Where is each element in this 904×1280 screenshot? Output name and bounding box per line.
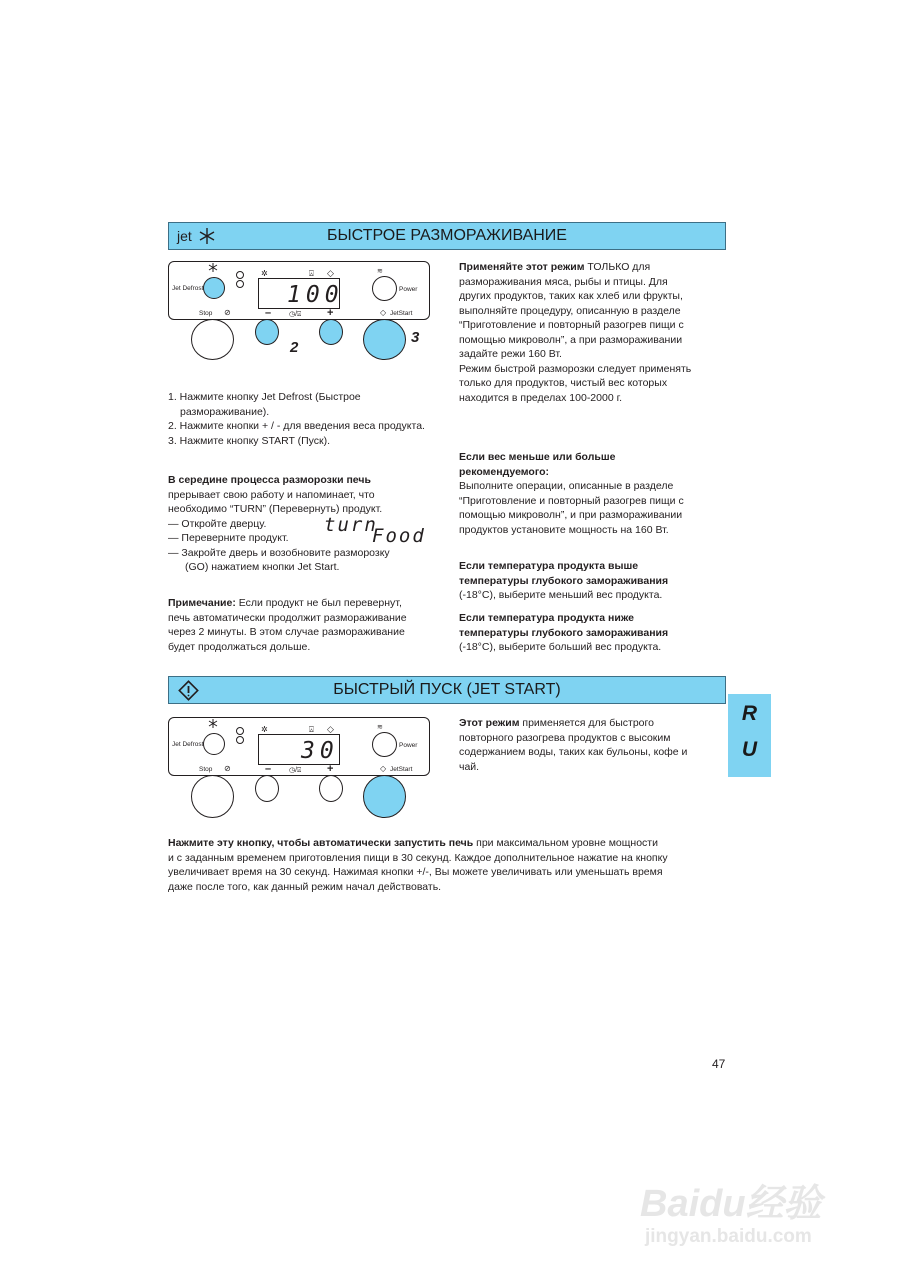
note-line: печь автоматически продолжит размораживание [168, 611, 407, 624]
indicator-light [236, 280, 244, 288]
clock-icon [236, 271, 244, 279]
jet-defrost-label: Jet Defrost [172, 285, 204, 292]
start-diamond-icon: ◇ [327, 268, 334, 278]
turn-heading: В середине процесса разморозки печь [168, 474, 371, 486]
note-text: Если продукт не был перевернут, [235, 597, 402, 609]
defrost-snowflake-icon [208, 263, 218, 272]
press-line: и с заданным временем приготовления пищи в 30 секунд. Каждое дополнительное нажатие на кнопку [168, 851, 668, 864]
above-temp-block [459, 559, 724, 603]
display-value: 100 [287, 282, 344, 308]
timer-weight-icon: ◷/⍓ [289, 767, 302, 774]
apply-line: только для продуктов, чистый вес которых [459, 377, 668, 389]
watermark-brand: Baidu经验 [640, 1183, 822, 1225]
timer-weight-icon: ◷/⍓ [289, 311, 302, 318]
jetstart-label: JetStart [390, 310, 413, 317]
plus-button[interactable] [319, 775, 343, 802]
display-snowflake-icon: ✲ [261, 725, 268, 734]
jet-defrost-button[interactable] [203, 277, 225, 299]
power-label: Power [399, 742, 418, 749]
display-snowflake-icon: ✲ [261, 269, 268, 278]
turn-line: — Закройте дверь и возобновите разморозку [168, 546, 390, 559]
language-letter: U [741, 738, 758, 761]
step-line: разморaживание). [180, 405, 270, 418]
power-button[interactable] [372, 276, 397, 301]
lcd-display [258, 734, 340, 765]
turn-instructions [168, 473, 453, 575]
apply-line: Режим быстрой разморозки следует применять [459, 362, 692, 375]
weight-line: помощью микроволн”, и при размораживании [459, 509, 683, 521]
plus-label: + [327, 307, 334, 319]
apply-line: находится в пределах 100-2000 г. [459, 391, 623, 404]
language-tab [728, 694, 771, 777]
stop-icon: ⊘ [224, 764, 231, 773]
stop-button[interactable] [191, 319, 234, 360]
turn-line: прерывает свою работу и напоминает, что [168, 488, 375, 501]
jetstart-label: JetStart [390, 766, 413, 773]
minus-button[interactable] [255, 319, 279, 345]
apply-block [459, 260, 724, 405]
jet-defrost-button[interactable] [203, 733, 225, 755]
plus-button[interactable] [319, 319, 343, 345]
control-panel-jetstart [168, 717, 430, 776]
apply-bold: Применяйте этот режим [459, 261, 585, 273]
turn-line: необходимо “TURN” (Перевернуть) продукт. [168, 503, 383, 515]
below-heading: температуры глубокого замораживания [459, 626, 669, 639]
minus-button[interactable] [255, 775, 279, 802]
note-label: Примечание: [168, 597, 236, 609]
turn-line: (GO) нажатием кнопки Jet Start. [185, 561, 340, 573]
language-letter: R [741, 702, 758, 725]
weight-heading: Если вес меньше или больше [459, 451, 616, 463]
press-bold: Нажмите эту кнопку, чтобы автоматически запустить печь [168, 837, 474, 849]
stop-icon: ⊘ [224, 308, 231, 317]
section-header-jet-start [168, 676, 726, 704]
press-text: при максимальном уровне мощности [473, 837, 658, 849]
apply-line: размораживания мяса, рыбы и птицы. Для [459, 275, 668, 288]
jet-defrost-label: Jet Defrost [172, 741, 204, 748]
lcd-display [258, 278, 344, 309]
mode-line: содержанием воды, таких как бульоны, кофе и [459, 746, 688, 758]
stop-label: Stop [199, 766, 213, 773]
jetstart-icon: ◇ [380, 764, 387, 773]
apply-line: задайте режи 160 Вт. [459, 348, 562, 360]
turn-display-text: turn [324, 514, 378, 536]
defrost-steps [168, 390, 453, 448]
jetstart-icon: ◇ [380, 308, 387, 317]
mode-text: применяется для быстрого [519, 717, 654, 729]
power-button[interactable] [372, 732, 397, 757]
section-title: БЫСТРОЕ РАЗМОРАЖИВАНИЕ [327, 227, 567, 244]
watermark-url: jingyan.baidu.com [645, 1226, 812, 1247]
minus-label: – [265, 763, 272, 775]
below-temp-block [459, 611, 724, 655]
power-label: Power [399, 286, 418, 293]
step-line: 1. Нажмите кнопку Jet Defrost (Быстрое [168, 391, 361, 403]
section-title: БЫСТРЫЙ ПУСК (JET START) [333, 681, 561, 698]
stop-label: Stop [199, 310, 213, 317]
mode-block [459, 716, 724, 774]
mode-line: чай. [459, 760, 480, 773]
defrost-snowflake-icon [208, 719, 218, 728]
jetstart-button[interactable] [363, 319, 406, 360]
weight-heading: рекомендуемого: [459, 465, 549, 478]
section-header-jet-defrost [168, 222, 726, 250]
below-heading: Если температура продукта ниже [459, 612, 634, 624]
jet-logo-text: jet [177, 228, 192, 244]
mode-line: повторного разогрева продуктов с высоким [459, 731, 671, 744]
mode-bold: Этот режим [459, 717, 520, 729]
weight-line: Выполните операции, описанные в разделе [459, 480, 674, 492]
control-panel-defrost [168, 261, 430, 320]
stop-button[interactable] [191, 775, 234, 818]
press-line: увеличивает время на 30 секунд. Нажимая кнопки +/-, Вы можете увеличивать или уменьшать время [168, 866, 663, 878]
indicator-light [236, 736, 244, 744]
above-heading: Если температура продукта выше [459, 560, 639, 572]
weight-icon: ⍓ [309, 269, 314, 278]
jetstart-button[interactable] [363, 775, 406, 818]
above-heading: температуры глубокого замораживания [459, 574, 669, 587]
turn-line: — Откройте дверцу. [168, 517, 267, 530]
step-line: 3. Нажмите кнопку START (Пуск). [168, 434, 331, 447]
apply-line: других продуктов, таких как хлеб или фрукты, [459, 290, 683, 302]
weight-line: продуктов установите мощность на 160 Вт. [459, 523, 669, 536]
power-icon: ≋ [377, 724, 383, 731]
weight-line: “Приготовление и повторный разогрев пищи с [459, 494, 684, 507]
turn-line: — Переверните продукт. [168, 532, 289, 544]
apply-text: ТОЛЬКО для [584, 261, 651, 273]
food-display-text: Food [372, 525, 426, 547]
start-diamond-icon: ◇ [327, 724, 334, 734]
step-3-marker: 3 [411, 329, 420, 346]
apply-line: выполняйте процедуру, описанную в разделе [459, 304, 681, 317]
clock-icon [236, 727, 244, 735]
step-line: 2. Нажмите кнопки + / - для введения веса продукта. [168, 420, 425, 432]
note-line: через 2 минуты. В этом случае размораживание [168, 626, 405, 638]
press-line: даже после того, как данный режим начал действовать. [168, 880, 442, 893]
note-line: будет продолжаться дольше. [168, 640, 311, 653]
press-block [168, 836, 728, 894]
plus-label: + [327, 763, 334, 775]
below-text: (-18°C), выберите больший вес продукта. [459, 641, 662, 653]
weight-icon: ⍓ [309, 725, 314, 734]
power-icon: ≋ [377, 268, 383, 275]
minus-label: – [265, 307, 272, 319]
apply-line: помощью микроволн”, а при размораживании [459, 333, 683, 346]
note-block [168, 596, 453, 654]
step-2-marker: 2 [290, 339, 299, 356]
weight-block [459, 450, 724, 537]
apply-line: “Приготовление и повторный разогрев пищи с [459, 319, 684, 331]
page-number: 47 [712, 1057, 726, 1071]
above-text: (-18°C), выберите меньший вес продукта. [459, 589, 663, 601]
display-value: 30 [301, 738, 339, 764]
